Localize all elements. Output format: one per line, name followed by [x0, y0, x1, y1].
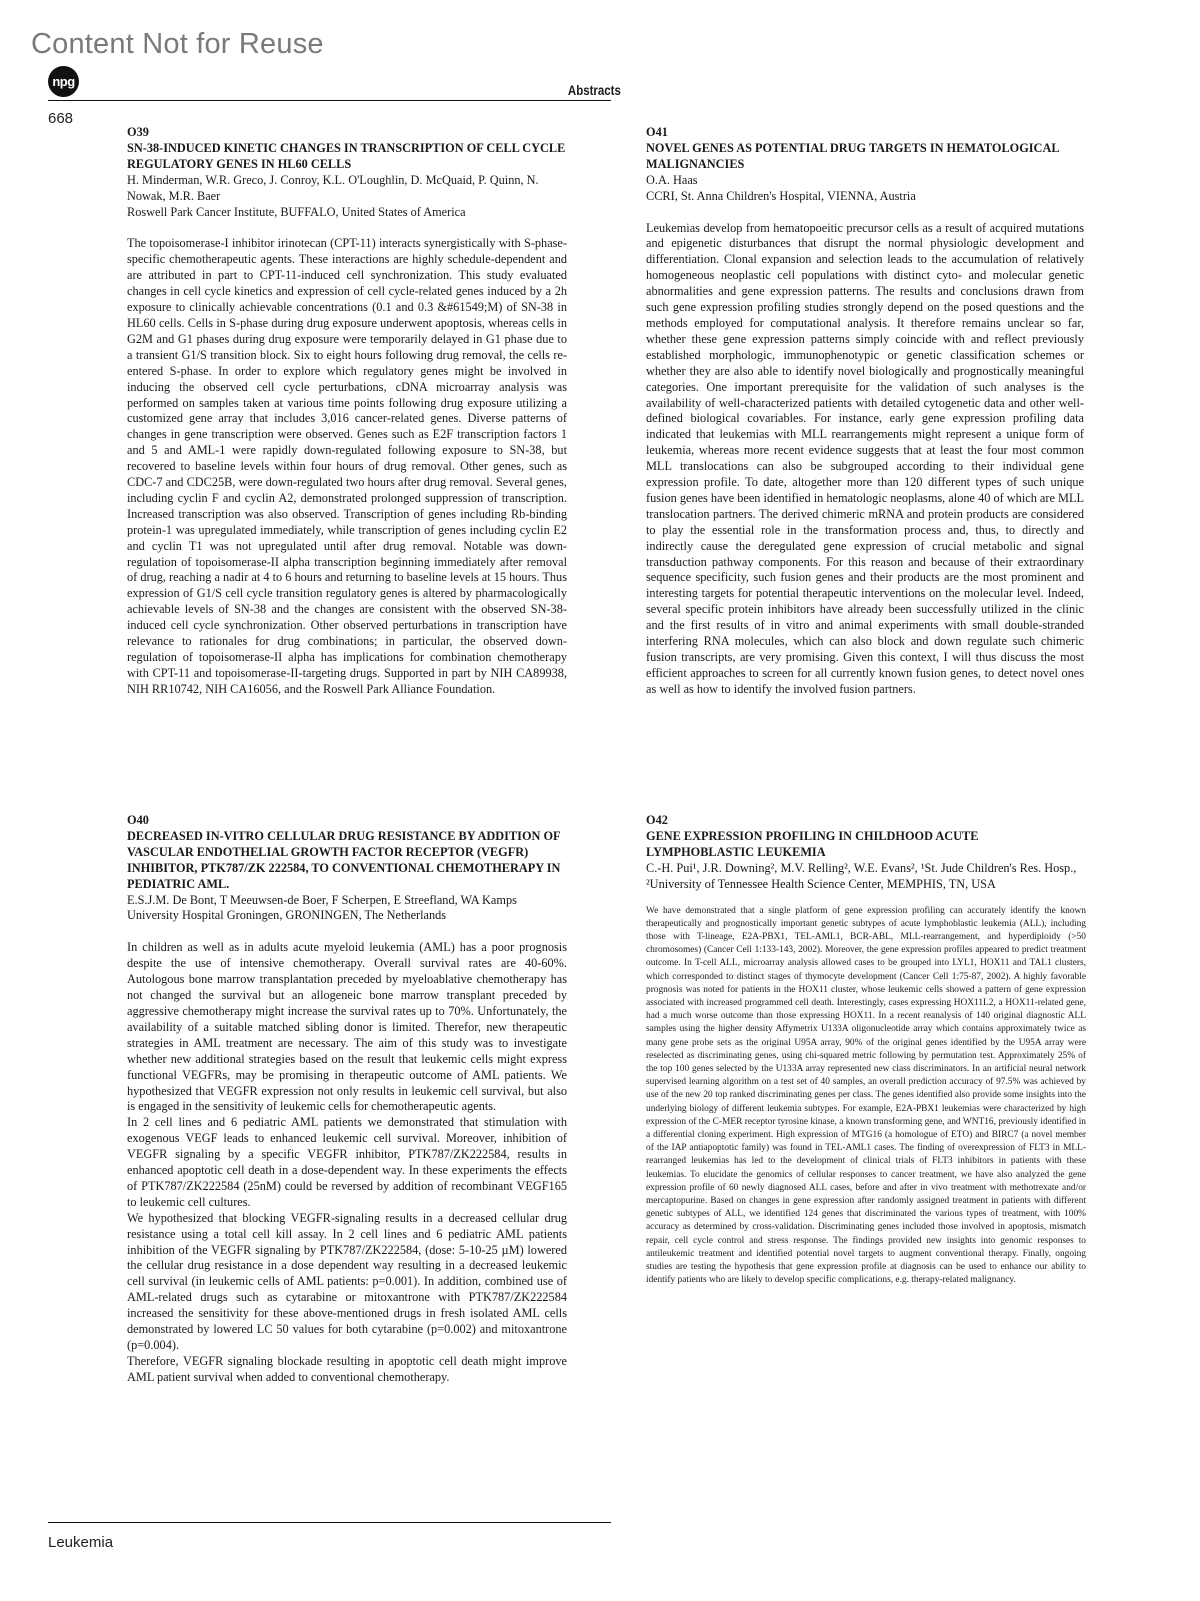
abstract-paragraph: Leukemias develop from hematopoeitic precursor cells as a result of acquired mutations and epigenetic disturbances that disrupt the normal physiologic development and differentiation. Clonal expansion and selection leads to the accumulation of relatively homogeneous neoplastic cell populations with distinct cyto- and molecular genetic abnormalities and gene expression patterns. The results and conclusions drawn from such gene expression profiling studies strongly depend on the posed questions and the methods employed for computational analysis. It therefore remains unclear so far, whether these gene expression patterns simply coincide with and reflect previously established morphologic, immunophenotypic or genetic classification schemes or whether they are also able to identify novel biologically and prognostically meaningful categories. One important prerequisite for the validation of such analyses is the availability of well-characterized patients with detailed cytogenetic data and other well-defined biological covariables. For instance, early gene expression profiling data indicated that leukemias with MLL rearrangements might represent a unique form of leukemia, whereas more recent evidence suggests that at least the four most common MLL translocations can also be subgrouped according to their individual gene expression profile. To date, altogether more than 120 different types of such unique fusion genes have been identified in hematologic neoplasms, alone 40 of which are MLL translocation partners. The derived chimeric mRNA and protein products are considered to play the essential role in the transformation process and, thus, to directly and indirectly cause the deregulated gene expression of crucial metabolic and signal transduction pathway components. For this reason and because of their extraordinary sequence specificity, such fusion genes and their products are the most prominent and interesting targets for potential therapeutic interventions on the molecular level. Indeed, several specific protein inhibitors have already been successfully utilized in the clinic and the first results of in vitro and animal experiments with small double-stranded interfering RNA molecules, which can also block and down regulate such chimeric fusion transcripts, are very promising. Given this context, I will thus discuss the most efficient approaches to screen for all currently known fusion genes, to detect novel ones as well as how to identify the involved fusion partners. [646, 220, 1084, 696]
page-number: 668 [48, 110, 74, 127]
abstract-affiliation: Roswell Park Cancer Institute, BUFFALO, United States of America [127, 204, 466, 219]
abstract-title: GENE EXPRESSION PROFILING IN CHILDHOOD ACUTE LYMPHOBLASTIC LEUKEMIA [646, 828, 979, 859]
abstract-o41 [646, 125, 1084, 698]
abstract-authors: C.-H. Pui¹, J.R. Downing², M.V. Relling², W.E. Evans², ¹St. Jude Children's Res. Hosp., ²University of Tennessee Health Science Center, MEMPHIS, TN, USA [646, 860, 1077, 891]
abstract-affiliation: University Hospital Groningen, GRONINGEN, The Netherlands [127, 908, 447, 923]
abstract-title: NOVEL GENES AS POTENTIAL DRUG TARGETS IN HEMATOLOGICAL MALIGNANCIES [646, 140, 1059, 171]
abstract-body [127, 940, 567, 1385]
abstract-o42 [646, 813, 1086, 1287]
header-rule [48, 100, 611, 101]
abstract-authors: O.A. Haas [646, 172, 698, 187]
watermark: Content Not for Reuse [31, 28, 324, 60]
abstract-o39 [127, 125, 567, 698]
abstract-id: O42 [646, 813, 668, 827]
abstract-authors: H. Minderman, W.R. Greco, J. Conroy, K.L. O'Loughlin, D. McQuaid, P. Quinn, N. Nowak, M.R. Baer [127, 172, 539, 203]
journal-name: Leukemia [48, 1534, 114, 1551]
abstract-body [127, 236, 567, 697]
abstract-id: O40 [127, 813, 149, 827]
abstract-o40 [127, 813, 567, 1386]
abstract-body [646, 905, 1086, 1288]
abstract-paragraph: We hypothesized that blocking VEGFR-signaling results in a decreased cellular drug resistance using a total cell kill assay. In 2 cell lines and 6 pediatric AML patients inhibition of the VEGFR signaling by PTK787/ZK222584, (dose: 5-10-25 µM) lowered the cellular drug resistance in a dose dependent way resulting in a decreased leukemic cell survival (in leukemic cells of AML patients: p=0.001). In addition, combined use of AML-related drugs such as cytarabine or mitoxantrone with PTK787/ZK222584 increased the sensitivity for these above-mentioned drugs in fresh isolated AML cells demonstrated by lowered LC 50 values for both cytarabine (p=0.002) and mitoxantrone (p=0.004). [127, 1210, 567, 1352]
abstract-body [646, 221, 1084, 698]
abstract-affiliation: CCRI, St. Anna Children's Hospital, VIENNA, Austria [646, 188, 916, 203]
abstract-id: O39 [127, 125, 149, 139]
abstract-title: SN-38-INDUCED KINETIC CHANGES IN TRANSCRIPTION OF CELL CYCLE REGULATORY GENES IN HL60 CELLS [127, 140, 566, 171]
abstract-paragraph: In children as well as in adults acute myeloid leukemia (AML) has a poor prognosis despite the use of intensive chemotherapy. Overall survival rates are 40-60%. Autologous bone marrow transplantation preceded by myeloablative chemotherapy has not changed the survival but an allogeneic bone marrow transplant preceded by aggressive chemotherapy might increase the survival rates up to 70%. Unfortunately, the availability of a suitable matched sibling donor is limited. Therefor, new therapeutic strategies in AML treatment are necessary. The aim of this study was to investigate whether new additional strategies based on the result that leukemic cells might express functional VEGFRs, may be promising in therapeutic outcome of AML patients. We hypothesized that VEGFR expression not only results in leukemic cell survival, but also is engaged in the sensitivity of leukemic cells for chemotherapeutic agents. [127, 940, 567, 1114]
abstract-title: DECREASED IN-VITRO CELLULAR DRUG RESISTANCE BY ADDITION OF VASCULAR ENDOTHELIAL GROWTH FACTOR RECEPTOR (VEGFR) INHIBITOR, PTK787/ZK 222584, TO CONVENTIONAL CHEMOTHERAPY IN PEDIATRIC AML. [127, 828, 561, 891]
abstract-id: O41 [646, 125, 668, 139]
abstract-paragraph: Therefore, VEGFR signaling blockade resulting in apoptotic cell death might improve AML patient survival when added to conventional chemotherapy. [127, 1353, 567, 1384]
section-title: Abstracts [567, 82, 621, 98]
abstract-authors: E.S.J.M. De Bont, T Meeuwsen-de Boer, F Scherpen, E Streefland, WA Kamps [127, 892, 517, 907]
abstract-paragraph: The topoisomerase-I inhibitor irinotecan (CPT-11) interacts synergistically with S-phase-specific chemotherapeutic agents. These interactions are highly schedule-dependent and are attributed in part to CPT-11-induced cell synchronization. This study evaluated changes in cell cycle kinetics and expression of cell cycle-related genes induced by a 2h exposure to clinically achievable concentrations (0.1 and 0.3 &#61549;M) of SN-38 in HL60 cells. Cells in S-phase during drug exposure underwent apoptosis, whereas cells in G2M and G1 phases during drug exposure were temporarily delayed in G1 phase due to a transient G1/S transition block. Six to eight hours following drug removal, the cells re-entered S-phase. In order to explore which regulatory genes might be involved in inducing the observed cell cycle perturbations, cDNA microarray analysis was performed on samples taken at various time points following drug exposure utilizing a customized gene array that includes 3,016 cancer-related genes. Diverse patterns of changes in gene transcription were observed. Genes such as E2F transcription factors 1 and 5 and AML-1 were rapidly down-regulated following exposure to SN-38, but recovered to baseline levels within four hours of drug removal. Other genes, such as CDC-7 and CDC25B, were down-regulated two hours after drug removal. Several genes, including cyclin F and cyclin A2, demonstrated prolonged suppression of transcription. Increased transcription was also observed. Transcription of genes including Rb-binding protein-1 was upregulated immediately, while transcription of genes including cyclin E2 and cyclin T1 was not upregulated until after drug removal. Notable was down-regulation of topoisomerase-II alpha transcription beginning immediately after removal of drug, reaching a nadir at 4 to 6 hours and returning to baseline levels at 15 hours. Thus expression of G1/S cell cycle transition regulatory genes is altered by pharmacologically achievable levels of SN-38 and the changes are consistent with the observed SN-38-induced cell cycle synchronization. Other observed perturbations in transcription have relevance to rationales for drug combinations; in particular, the observed down-regulation of topoisomerase-II alpha has implications for combination chemotherapy with CPT-11 and topoisomerase-II-targeting drugs. Supported in part by NIH CA89938, NIH RR10742, NIH CA16056, and the Roswell Park Alliance Foundation. [127, 236, 567, 696]
publisher-logo: npg [48, 66, 79, 97]
abstract-paragraph: In 2 cell lines and 6 pediatric AML patients we demonstrated that stimulation with exogenous VEGF leads to enhanced leukemic cell survival. Moreover, inhibition of VEGFR signaling by a specific VEGFR inhibitor, PTK787/ZK222584, results in enhanced apoptotic cell death in a dose-dependent way. In these experiments the effects of PTK787/ZK222584 (25nM) could be reversed by addition of recombinant VEGF165 to leukemic cell cultures. [127, 1115, 567, 1209]
abstract-paragraph: We have demonstrated that a single platform of gene expression profiling can accurately identify the known therapeutically and prognostically important genetic subtypes of acute lymphoblastic leukemia (ALL), including those with T-lineage, E2A-PBX1, TEL-AML1, BCR-ABL, MLL-rearrangement, and hyperdiploidy (>50 chromosomes) (Cancer Cell 1:133-143, 2002). Moreover, the gene expression profiles appeared to predict treatment outcome. In T-cell ALL, microarray analysis allowed cases to be grouped into LYL1, HOX11 and TAL1 clusters, which corresponded to distinct stages of thymocyte development (Cancer Cell 1:75-87, 2002). A highly favorable prognosis was noted for patients in the HOX11 cluster, whose leukemic cells showed a pattern of gene expression associated with increased programmed cell death. Interestingly, cases expressing HOX11L2, a HOX11-related gene, had a much worse outcome than those expressing HOX11. In a recent reanalysis of 140 original diagnostic ALL samples using the higher density Affymetrix U133A oligonucleotide array which contains approximately twice as many gene probe sets as the original U95A array, 90% of the original genes identified by the U95A array were reselected as discriminating genes, using chi-squared metric following by permutation test. Approximately 25% of the top 100 genes selected by the U133A array represented new class discriminators. In an artificial neural network supervised learning algorithm on a test set of 40 samples, an overall prediction accuracy of 97.5% was achieved by use of the new 20 top ranked discriminating genes per class. The genes identified also provide some insights into the underlying biology of different leukemia subtypes. For example, E2A-PBX1 leukemias were characterized by high expression of the C-MER receptor tyrosine kinase, a known transforming gene, and WNT16, previously identified in a differential cloning experiment. High expression of MTG16 (a homologue of ETO) and BIRC7 (a novel member of the IAP antiapoptotic family) was found in TEL-AML1 cases. The finding of overexpression of FLT3 in MLL-rearranged leukemias has led to the development of clinical trials of FLT3 inhibitors in patients with these leukemias. To elucidate the genomics of cellular responses to cancer treatment, we have also analyzed the gene expression profile of 60 newly diagnosed ALL cases, before and after in vivo treatment with methotrexate and/or mercaptopurine. Based on changes in gene expression after randomly assigned treatment in patients with different genetic subtypes of ALL, we identified 124 genes that discriminated the various types of treatment, with 100% accuracy as determined by cross-validation. Discriminating genes included those involved in apoptosis, mismatch repair, cell cycle control and stress response. The findings provided new insights into genomic responses to antileukemic treatment and identified potential novel targets to augment conventional therapy. Finally, ongoing studies are testing the hypothesis that gene expression profile at diagnosis can be used to enhance our ability to identify patients who are likely to develop specific complications, e.g. therapy-related malignancy. [646, 905, 1086, 1286]
footer-rule [48, 1522, 611, 1523]
